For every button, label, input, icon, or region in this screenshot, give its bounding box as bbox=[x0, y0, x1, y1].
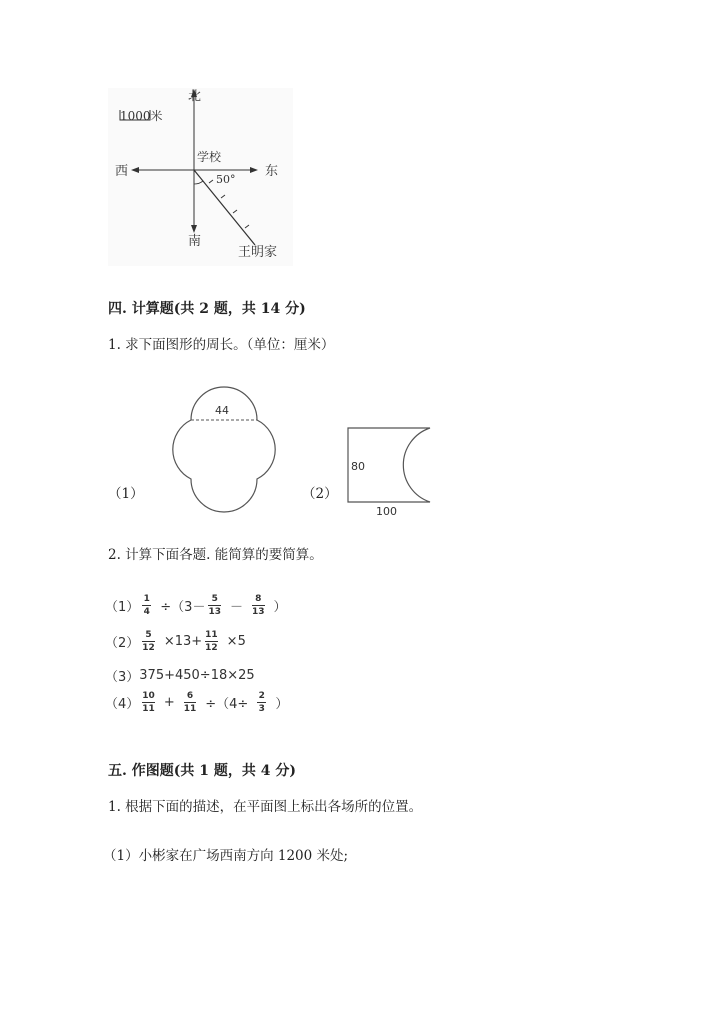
numerator: 5 bbox=[145, 630, 152, 640]
section4-heading: 四. 计算题(共 2 题，共 14 分) bbox=[108, 301, 306, 317]
problem-3 bbox=[105, 666, 255, 685]
denominator: 13 bbox=[208, 607, 221, 617]
fraction bbox=[208, 594, 221, 617]
scale-label: 1000米 bbox=[120, 109, 163, 123]
west-label: 西 bbox=[115, 164, 129, 179]
denominator: 13 bbox=[252, 607, 265, 617]
denominator: 3 bbox=[258, 704, 265, 714]
denominator: 11 bbox=[183, 704, 197, 714]
denominator: 12 bbox=[205, 643, 218, 653]
problem-1-label: （1） bbox=[105, 600, 140, 615]
numerator: 2 bbox=[258, 691, 265, 701]
denominator: 11 bbox=[142, 704, 155, 714]
problem-3-label: （3） bbox=[105, 670, 140, 685]
problem-1-end: ） bbox=[273, 600, 287, 615]
east-label: 东 bbox=[265, 164, 279, 179]
section5-q1-text: 1. 根据下面的描述，在平面图上标出各场所的位置。 bbox=[108, 799, 423, 815]
fraction bbox=[142, 630, 155, 653]
problem-1-op1: ÷（3－ bbox=[160, 600, 206, 615]
numerator: 5 bbox=[211, 594, 218, 604]
problem-2 bbox=[105, 630, 246, 653]
fraction bbox=[205, 630, 218, 653]
problem-1 bbox=[105, 594, 287, 617]
fraction bbox=[252, 594, 265, 617]
fig2-cut-rectangle bbox=[340, 420, 440, 520]
problem-4-op2: ÷（4÷ bbox=[205, 697, 249, 712]
fraction bbox=[142, 594, 151, 617]
destination-label: 王明家 bbox=[238, 245, 278, 260]
fig1-value: 44 bbox=[215, 404, 229, 417]
fig2-label: （2） bbox=[302, 486, 338, 502]
numerator: 11 bbox=[205, 630, 218, 640]
angle-label: 50° bbox=[216, 173, 236, 186]
problem-2-end: ×5 bbox=[226, 634, 246, 649]
section5-item1: （1）小彬家在广场西南方向 1200 米处; bbox=[103, 848, 349, 864]
numerator: 8 bbox=[255, 594, 262, 604]
section5-heading: 五. 作图题(共 1 题，共 4 分) bbox=[108, 763, 296, 779]
fraction bbox=[257, 691, 266, 714]
fig2-width-label: 100 bbox=[376, 505, 397, 518]
school-label: 学校 bbox=[197, 150, 222, 164]
fraction bbox=[184, 691, 197, 714]
problem-4-label: （4） bbox=[105, 697, 140, 712]
fig1-label: （1） bbox=[108, 486, 144, 502]
numerator: 10 bbox=[142, 691, 155, 701]
problem-1-op2: － bbox=[229, 600, 243, 615]
compass-figure bbox=[100, 80, 300, 270]
fraction bbox=[142, 691, 155, 714]
problem-4 bbox=[105, 691, 288, 714]
q1-text: 1. 求下面图形的周长。（单位：厘米） bbox=[108, 337, 335, 353]
problem-2-mid: ×13+ bbox=[163, 634, 203, 649]
fig2-height-label: 80 bbox=[351, 460, 365, 473]
fig1-clover-shape bbox=[155, 383, 295, 515]
numerator: 1 bbox=[143, 594, 150, 604]
north-label: 北 bbox=[188, 89, 202, 104]
denominator: 12 bbox=[142, 643, 155, 653]
problem-2-label: （2） bbox=[105, 636, 140, 651]
problem-4-end: ） bbox=[275, 697, 289, 712]
problem-4-op1: + bbox=[163, 695, 175, 710]
denominator: 4 bbox=[143, 607, 150, 617]
numerator: 6 bbox=[186, 691, 194, 701]
south-label: 南 bbox=[188, 234, 202, 249]
problem-3-expr: 375+450÷18×25 bbox=[139, 668, 255, 683]
q2-text: 2. 计算下面各题. 能简算的要简算。 bbox=[108, 547, 323, 563]
